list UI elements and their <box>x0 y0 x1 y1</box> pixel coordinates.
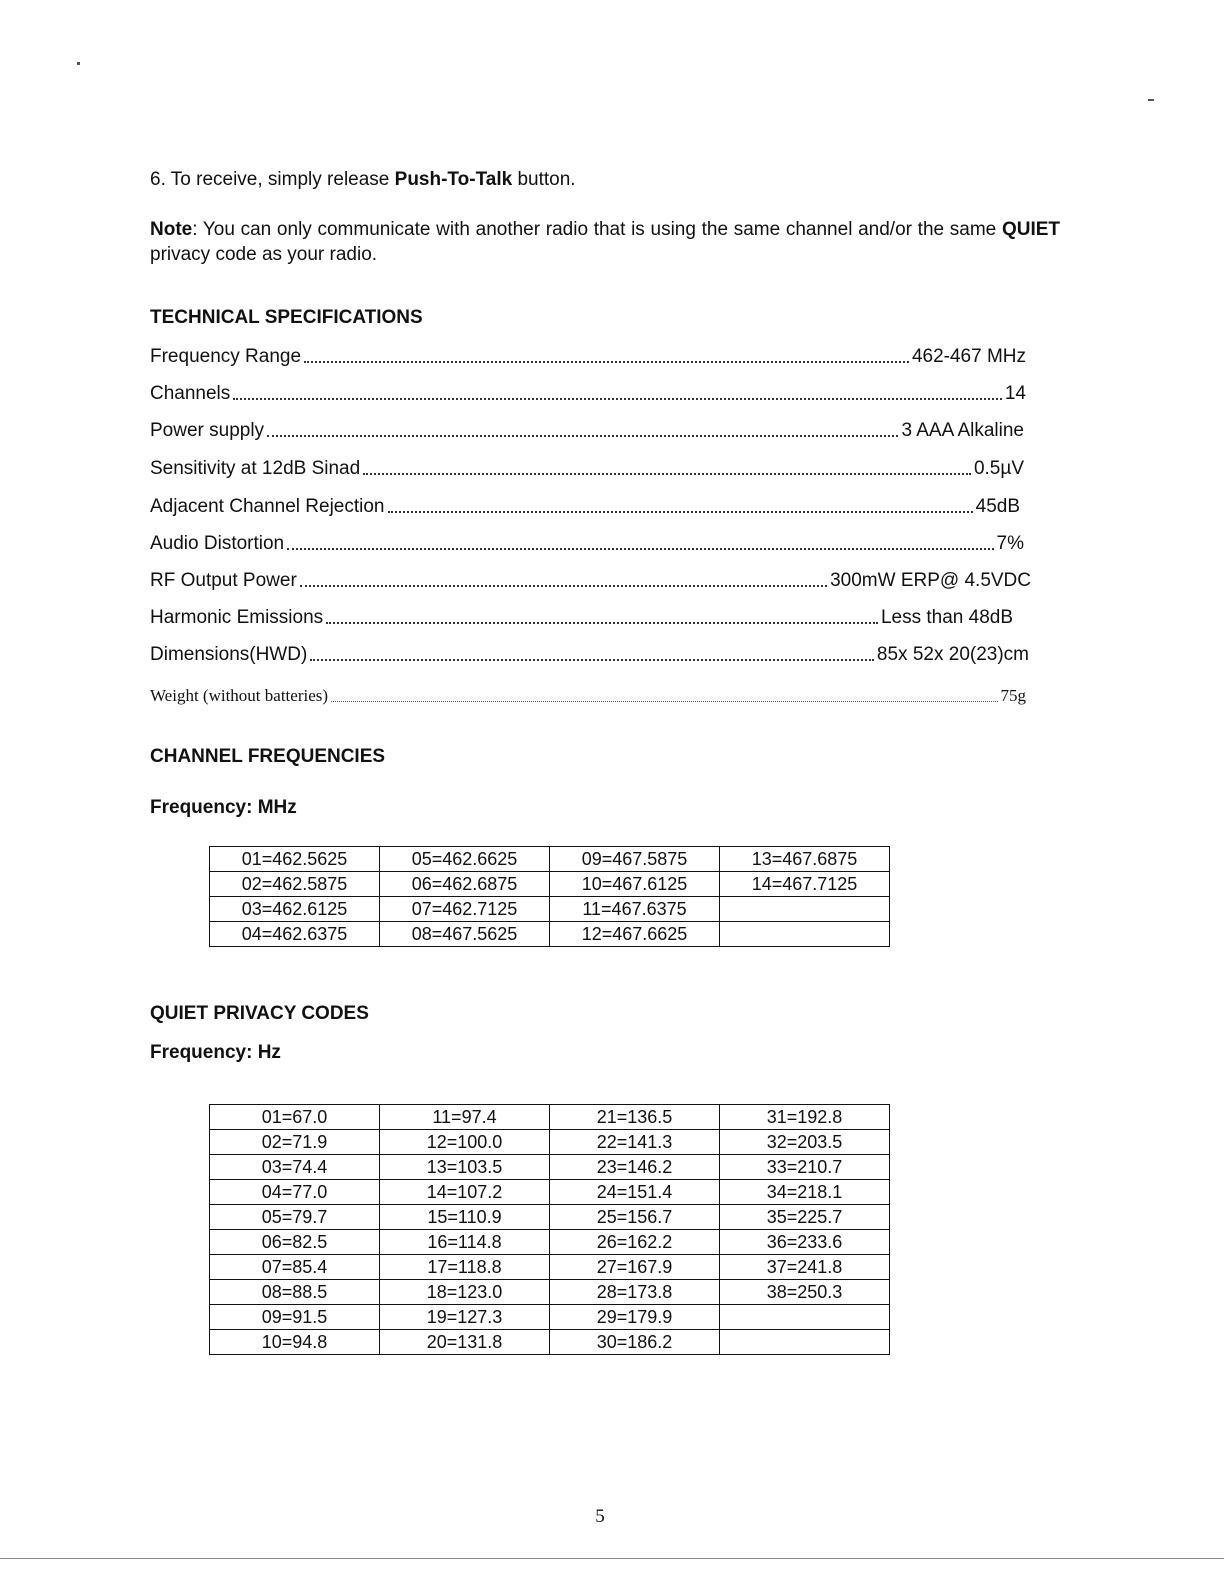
table-cell: 06=82.5 <box>210 1230 380 1255</box>
table-cell: 32=203.5 <box>720 1130 890 1155</box>
spec-value: 462-467 MHz <box>911 346 1026 367</box>
spec-value: 85x 52x 20(23)cm <box>876 644 1029 665</box>
table-cell <box>720 1330 890 1355</box>
table-cell: 24=151.4 <box>550 1180 720 1205</box>
instruction-text-end: button. <box>512 169 576 190</box>
table-row <box>210 1205 890 1230</box>
table-row <box>210 1280 890 1305</box>
spec-label: Sensitivity at 12dB Sinad <box>150 458 361 479</box>
table-cell: 09=467.5875 <box>550 847 720 872</box>
table-row <box>210 922 890 947</box>
page-bottom-rule <box>0 1558 1224 1559</box>
table-row <box>210 1230 890 1255</box>
instruction-step-6 <box>150 167 1060 192</box>
dot-leader <box>331 700 997 702</box>
spec-row <box>150 604 1013 630</box>
note-label: Note <box>150 219 193 240</box>
spec-row <box>150 641 1029 667</box>
dot-leader <box>300 584 827 587</box>
spec-label: Channels <box>150 383 231 404</box>
spec-row <box>150 567 1031 593</box>
table-cell: 10=467.6125 <box>550 872 720 897</box>
dot-leader <box>304 360 909 363</box>
table-cell: 03=462.6125 <box>210 897 380 922</box>
spec-label: Adjacent Channel Rejection <box>150 496 385 517</box>
note-paragraph <box>150 217 1060 267</box>
spec-value: 0.5µV <box>973 458 1024 479</box>
table-row <box>210 1255 890 1280</box>
dot-leader <box>233 397 1002 400</box>
table-cell: 07=462.7125 <box>380 897 550 922</box>
table-cell: 31=192.8 <box>720 1105 890 1130</box>
push-to-talk-label: Push-To-Talk <box>394 169 513 190</box>
table-cell: 02=462.5875 <box>210 872 380 897</box>
spec-label: RF Output Power <box>150 570 297 591</box>
spec-row <box>150 493 1020 519</box>
table-cell: 19=127.3 <box>380 1305 550 1330</box>
spec-row <box>150 343 1026 369</box>
table-cell: 16=114.8 <box>380 1230 550 1255</box>
spec-value: 14 <box>1004 383 1026 404</box>
spec-value: 3 AAA Alkaline <box>901 420 1024 441</box>
table-cell: 10=94.8 <box>210 1330 380 1355</box>
table-row <box>210 872 890 897</box>
frequency-unit-label: Frequency: MHz <box>150 797 297 818</box>
dot-leader <box>388 510 973 513</box>
table-cell: 17=118.8 <box>380 1255 550 1280</box>
spec-row <box>150 682 1026 708</box>
table-row <box>210 1130 890 1155</box>
spec-row <box>150 417 1024 443</box>
table-cell: 37=241.8 <box>720 1255 890 1280</box>
note-text: : You can only communicate with another radio that is using the same channel and/or the same <box>192 219 1002 240</box>
spec-value: 75g <box>1000 686 1026 705</box>
channel-frequency-table <box>209 846 890 947</box>
table-cell: 04=77.0 <box>210 1180 380 1205</box>
dot-leader <box>363 472 971 475</box>
table-cell: 29=179.9 <box>550 1305 720 1330</box>
table-cell: 36=233.6 <box>720 1230 890 1255</box>
frequency-unit-label: Frequency: Hz <box>150 1042 281 1063</box>
quiet-label: QUIET <box>1001 219 1060 240</box>
table-cell: 14=467.7125 <box>720 872 890 897</box>
table-cell: 20=131.8 <box>380 1330 550 1355</box>
spec-value: 45dB <box>975 496 1020 517</box>
table-cell: 23=146.2 <box>550 1155 720 1180</box>
note-text-end: privacy code as your radio. <box>150 244 378 265</box>
spec-label: Harmonic Emissions <box>150 607 324 628</box>
table-cell: 09=91.5 <box>210 1305 380 1330</box>
table-cell: 18=123.0 <box>380 1280 550 1305</box>
table-cell <box>720 922 890 947</box>
spec-label: Power supply <box>150 420 265 441</box>
table-cell: 21=136.5 <box>550 1105 720 1130</box>
table-row <box>210 1330 890 1355</box>
spec-label: Dimensions(HWD) <box>150 644 308 665</box>
spec-label: Weight (without batteries) <box>150 686 329 705</box>
spec-value: 300mW ERP@ 4.5VDC <box>830 570 1031 591</box>
table-cell: 25=156.7 <box>550 1205 720 1230</box>
table-row <box>210 1105 890 1130</box>
table-row <box>210 1155 890 1180</box>
table-cell: 08=467.5625 <box>380 922 550 947</box>
table-cell: 03=74.4 <box>210 1155 380 1180</box>
table-cell: 08=88.5 <box>210 1280 380 1305</box>
instruction-text: 6. To receive, simply release <box>150 169 395 190</box>
table-cell: 13=103.5 <box>380 1155 550 1180</box>
spec-label: Frequency Range <box>150 346 302 367</box>
dot-leader <box>287 547 993 550</box>
table-row <box>210 897 890 922</box>
table-cell: 05=462.6625 <box>380 847 550 872</box>
channel-frequencies-heading: CHANNEL FREQUENCIES <box>150 746 386 767</box>
table-row <box>210 1180 890 1205</box>
spec-row <box>150 530 1024 556</box>
table-cell: 04=462.6375 <box>210 922 380 947</box>
table-cell: 11=467.6375 <box>550 897 720 922</box>
table-cell: 27=167.9 <box>550 1255 720 1280</box>
table-cell: 01=67.0 <box>210 1105 380 1130</box>
spec-value: 7% <box>996 533 1024 554</box>
page-number: 5 <box>595 1506 605 1527</box>
table-cell: 05=79.7 <box>210 1205 380 1230</box>
scan-speck <box>1148 99 1154 101</box>
table-cell: 28=173.8 <box>550 1280 720 1305</box>
table-cell: 22=141.3 <box>550 1130 720 1155</box>
scan-speck <box>77 62 80 65</box>
table-cell <box>720 897 890 922</box>
table-cell: 35=225.7 <box>720 1205 890 1230</box>
table-cell: 01=462.5625 <box>210 847 380 872</box>
table-cell: 38=250.3 <box>720 1280 890 1305</box>
table-cell: 12=100.0 <box>380 1130 550 1155</box>
table-row <box>210 847 890 872</box>
dot-leader <box>310 658 874 661</box>
table-cell: 14=107.2 <box>380 1180 550 1205</box>
spec-row <box>150 455 1024 481</box>
table-cell: 15=110.9 <box>380 1205 550 1230</box>
table-cell: 13=467.6875 <box>720 847 890 872</box>
spec-value: Less than 48dB <box>880 607 1013 628</box>
dot-leader <box>267 434 898 437</box>
table-cell: 02=71.9 <box>210 1130 380 1155</box>
quiet-privacy-codes-heading: QUIET PRIVACY CODES <box>150 1003 369 1024</box>
table-cell: 26=162.2 <box>550 1230 720 1255</box>
table-cell: 33=210.7 <box>720 1155 890 1180</box>
table-cell: 07=85.4 <box>210 1255 380 1280</box>
table-row <box>210 1305 890 1330</box>
quiet-codes-table <box>209 1104 890 1355</box>
table-cell: 06=462.6875 <box>380 872 550 897</box>
dot-leader <box>326 621 878 624</box>
table-cell: 12=467.6625 <box>550 922 720 947</box>
table-cell: 30=186.2 <box>550 1330 720 1355</box>
tech-specs-heading: TECHNICAL SPECIFICATIONS <box>150 307 423 328</box>
table-cell <box>720 1305 890 1330</box>
spec-row <box>150 380 1026 406</box>
table-cell: 11=97.4 <box>380 1105 550 1130</box>
spec-label: Audio Distortion <box>150 533 285 554</box>
table-cell: 34=218.1 <box>720 1180 890 1205</box>
